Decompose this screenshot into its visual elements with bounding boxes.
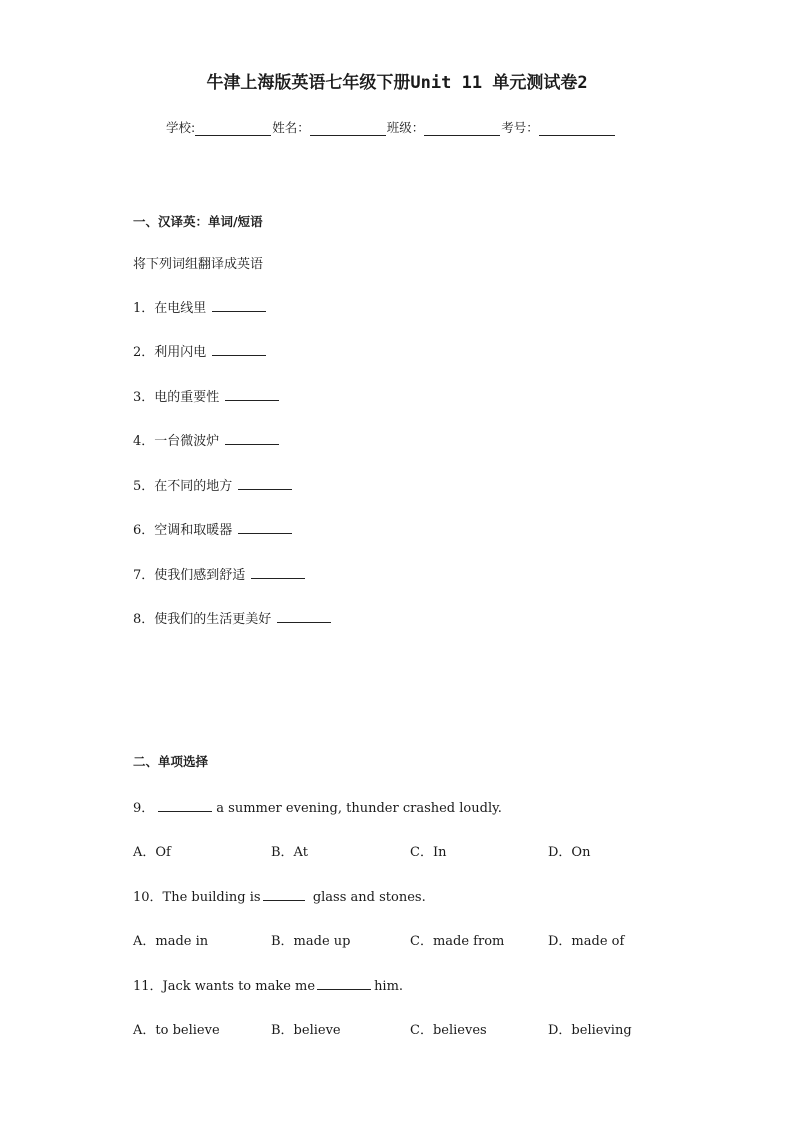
option-c[interactable]: C．believes: [410, 1023, 487, 1038]
question-item: [133, 386, 279, 405]
school-blank[interactable]: [195, 121, 271, 136]
question-number: 7．: [133, 568, 155, 583]
question-number: 1．: [133, 301, 155, 316]
school-label: 学校:: [166, 120, 196, 135]
option-d[interactable]: D．On: [548, 845, 591, 860]
question-text-after: a summer evening, thunder crashed loudly.: [216, 801, 502, 816]
answer-blank[interactable]: [225, 431, 279, 445]
question-text: 一台微波炉: [154, 434, 220, 449]
option-a[interactable]: A．made in: [133, 934, 209, 949]
question-text: 使我们感到舒适: [154, 568, 246, 583]
student-info-line: [166, 118, 616, 136]
question-number: 8．: [133, 612, 155, 627]
option-b[interactable]: B．believe: [271, 1023, 341, 1038]
question-number: 11．: [133, 979, 163, 994]
question-item: [133, 430, 279, 449]
section-1-instruction: 将下列词组翻译成英语: [133, 257, 264, 272]
number-blank[interactable]: [539, 121, 615, 136]
answer-blank[interactable]: [212, 298, 266, 312]
question-text: 利用闪电: [154, 345, 207, 360]
option-d[interactable]: D．believing: [548, 1023, 632, 1038]
question-item: [133, 564, 305, 583]
question-text-before: The building is: [162, 890, 261, 905]
question-item: [133, 341, 266, 360]
question-text: 电的重要性: [154, 390, 220, 405]
answer-blank[interactable]: [251, 565, 305, 579]
class-blank[interactable]: [424, 121, 500, 136]
question-item: [133, 975, 403, 994]
question-number: 9．: [133, 801, 155, 816]
answer-blank[interactable]: [225, 387, 279, 401]
page-title: 牛津上海版英语七年级下册Unit 11 单元测试卷2: [206, 73, 588, 93]
class-label: 班级：: [386, 120, 425, 135]
question-item: [133, 475, 292, 494]
option-b[interactable]: B．made up: [271, 934, 351, 949]
answer-blank[interactable]: [317, 976, 371, 990]
question-text-after: glass and stones.: [312, 890, 426, 905]
question-text-before: Jack wants to make me: [162, 979, 316, 994]
question-item: [133, 886, 426, 905]
question-number: 3．: [133, 390, 155, 405]
option-b[interactable]: B．At: [271, 845, 308, 860]
question-item: [133, 797, 502, 816]
question-item: [133, 608, 331, 627]
question-item: [133, 519, 292, 538]
question-item: [133, 297, 266, 316]
section-2-heading: 二、单项选择: [133, 754, 209, 769]
answer-blank[interactable]: [263, 887, 305, 901]
question-text: 使我们的生活更美好: [154, 612, 272, 627]
section-1-heading: 一、汉译英：单词/短语: [133, 214, 263, 229]
option-c[interactable]: C．made from: [410, 934, 505, 949]
question-number: 2．: [133, 345, 155, 360]
option-d[interactable]: D．made of: [548, 934, 625, 949]
option-a[interactable]: A．Of: [133, 845, 171, 860]
question-text: 在电线里: [154, 301, 207, 316]
answer-blank[interactable]: [212, 342, 266, 356]
answer-blank[interactable]: [238, 476, 292, 490]
question-number: 5．: [133, 479, 155, 494]
question-text: 在不同的地方: [154, 479, 233, 494]
question-text-after: him.: [374, 979, 404, 994]
name-label: 姓名：: [272, 120, 310, 135]
answer-blank[interactable]: [277, 609, 331, 623]
option-a[interactable]: A．to believe: [133, 1023, 220, 1038]
answer-blank[interactable]: [158, 798, 212, 812]
question-text: 空调和取暖器: [154, 523, 233, 538]
name-blank[interactable]: [310, 121, 386, 136]
question-number: 4．: [133, 434, 155, 449]
answer-blank[interactable]: [238, 520, 292, 534]
option-c[interactable]: C．In: [410, 845, 447, 860]
number-label: 考号：: [501, 120, 539, 135]
question-number: 6．: [133, 523, 155, 538]
question-number: 10．: [133, 890, 163, 905]
